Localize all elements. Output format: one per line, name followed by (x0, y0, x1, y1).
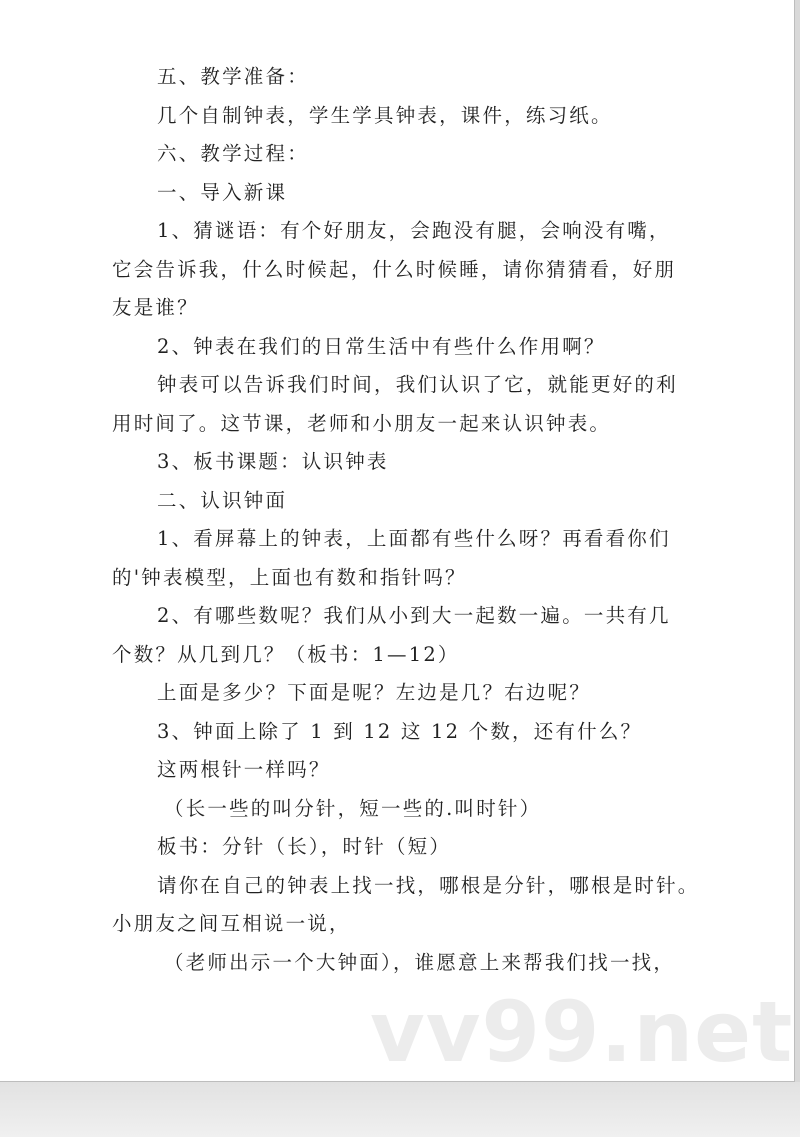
text-line: 2、有哪些数呢？我们从小到大一起数一遍。一共有几 (157, 604, 671, 627)
text-line: （老师出示一个大钟面），谁愿意上来帮我们找一找， (164, 950, 676, 974)
text-line: 友是谁？ (112, 296, 199, 319)
text-line: 一、导入新课 (157, 180, 288, 204)
text-line: （长一些的叫分针，短一些的.叫时针） (164, 796, 542, 820)
text-line: 的'钟表模型，上面也有数和指针吗？ (112, 565, 467, 589)
text-line: 它会告诉我，什么时候起，什么时候睡，请你猜猜看，好朋 (112, 257, 677, 281)
text-line: 1、看屏幕上的钟表，上面都有些什么呀？再看看你们 (157, 527, 671, 550)
text-line: 用时间了。这节课，老师和小朋友一起来认识钟表。 (112, 411, 612, 435)
document-body (112, 58, 700, 982)
text-line: 钟表可以告诉我们时间，我们认识了它，就能更好的利 (157, 373, 678, 396)
text-line: 六、教学过程： (157, 142, 309, 165)
text-line: 3、钟面上除了 1 到 12 这 12 个数，还有什么？ (157, 719, 643, 743)
text-line: 3、板书课题：认识钟表 (157, 450, 389, 473)
text-line: 上面是多少？下面是呢？左边是几？右边呢？ (157, 681, 592, 704)
watermark-logo: vv99.net (370, 983, 794, 1081)
text-line: 小朋友之间互相说一说， (112, 912, 351, 935)
text-line: 1、猜谜语：有个好朋友，会跑没有腿，会响没有嘴， (157, 219, 671, 242)
text-line: 个数？从几到几？（板书：1—12） (112, 642, 460, 666)
text-line: 五、教学准备： (157, 65, 309, 88)
text-line: 请你在自己的钟表上找一找，哪根是分针，哪根是时针。 (157, 873, 700, 897)
text-line: 这两根针一样吗？ (157, 758, 331, 781)
viewer-bottom-strip (0, 1082, 800, 1137)
text-line: 2、钟表在我们的日常生活中有些什么作用啊？ (157, 334, 606, 358)
text-line: 几个自制钟表，学生学具钟表，课件，练习纸。 (157, 103, 613, 127)
text-line: 二、认识钟面 (157, 488, 288, 512)
text-line: 板书：分针（长），时针（短） (157, 835, 452, 858)
